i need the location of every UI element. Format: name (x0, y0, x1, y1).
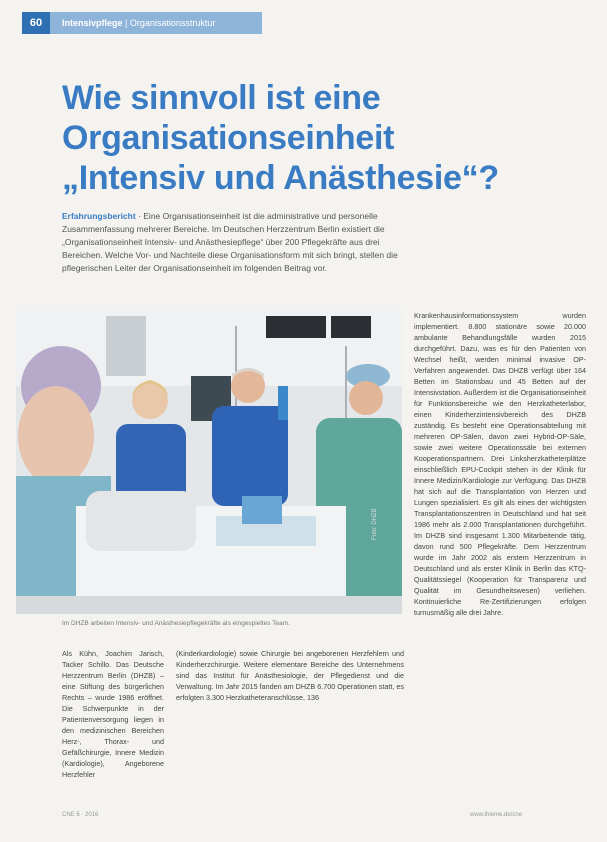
text-column-middle (176, 648, 404, 703)
column-right-text: Krankenhausinformationssystem wurden implementiert. 8.800 stationäre sowie 20.000 ambulante Behandlungsfälle wurden 2015 durchgeführt. Dazu, was es für den Patienten von Wechsel heißt, werden minimal invasive OP-Verfahren angewendet. Das DHZB verfügt über 164 Betten im Stationsbau und 45 Betten auf der Intensivstation. Außerdem ist die Organisationseinheit für Funktionsbereiche wie den Herzkatheterlabor, einen Kinderherzintensivbereich des DHZB zuständig. Es besteht eine Operationsabteilung mit mehreren OP-Sälen, davon zwei Hybrid-OP-Säle, sowie zwei weitere Operationssäle bei externen Kooperationspartnern. Drei Linksherzkatheterplätze einschließlich EPU-Cockpit stehen in der Klinik für Innere Medizin/Kardiologie zur Verfügung. Das DHZB hat sich auf die Transplantation von Herzen und Lungen spezialisiert. Es gilt als eines der wichtigsten Transplantationszentren in Deutschland und hat seit 1986 mehr als 2.000 Transplantationen durchgeführt. Im DHZB sind insgesamt 1.300 Mitarbeitende tätig, davon rund 500 Pflegekräfte. Dem Herzzentrum wurde im Jahr 2002 als erstem Herzzentrum in Deutschland und als erster Klinik in Berlin das KTQ-Qualitätssiegel (Kooperation für Transparenz und Qualität im Gesundheitswesen) verliehen. Kontinuierliche Re-Zertifizierungen erfolgen turnusmäßig alle drei Jahre. (414, 311, 586, 617)
lead-text: Eine Organisationseinheit ist die administrative und personelle Zusammenfassung mehrerer Bereiche. Im Deutschen Herzzentrum Berlin existiert die „Organisationseinheit Intensiv- und Anästhesiepflege“ über 200 Pflegekräfte aus drei Bereichen. Welche Vor- und Nachteile diese Organisationsform mit sich bringt, stellen die pflegerischen Leiter der Organisationseinheit im folgenden Beitrag vor. (62, 211, 398, 273)
lead-paragraph: Erfahrungsbericht · Eine Organisationseinheit ist die administrative und personelle Zusammenfassung mehrerer Bereiche. Im Deutschen Herzzentrum Berlin existiert die „Organisationseinheit Intensiv- und Anästhesiepflege“ über 200 Pflegekräfte aus drei Bereichen. Welche Vor- und Nachteile diese Organisationsform mit sich bringt, stellen die pflegerischen Leiter der Organisationseinheit im folgenden Beitrag vor. (62, 211, 398, 273)
text-column-right (414, 310, 586, 618)
section-name: Intensivpflege (62, 18, 123, 28)
photo-caption: Im DHZB arbeiten Intensiv- und Anästhesiepflegekräfte als eingespieltes Team. (62, 620, 290, 627)
title-line-3: „Intensiv und Anästhesie“? (62, 159, 499, 197)
icu-photo-illustration (16, 306, 402, 614)
column-left-text: Als Kühn, Joachim Jarisch, Tacker Schillo. Das Deutsche Herzzentrum Berlin (DHZB) – eine Stiftung des bürgerlichen Rechts – wurde 1986 eröffnet. Die Schwerpunkte in der Patientenversorgung liegen in den medizinischen Bereichen Herz-, Thorax- und Gefäßchirurgie, Innere Medizin (Kardiologie), Angeborene Herzfehler (62, 649, 164, 779)
title-line-1: Wie sinnvoll ist eine (62, 79, 381, 117)
subsection-name: Organisationsstruktur (129, 18, 216, 28)
header-bar (22, 12, 262, 34)
title-line-2: Organisationseinheit (62, 119, 395, 157)
article-photo (16, 306, 402, 614)
lead-label: Erfahrungsbericht (62, 211, 136, 221)
photo-credit: Foto: DHZB (372, 508, 378, 540)
text-column-left (62, 648, 164, 780)
page-number: 60 (22, 12, 50, 34)
footer-left: CNE 6 · 2016 (62, 812, 99, 818)
column-middle-text: (Kinderkardiologie) sowie Chirurgie bei angeborenen Herzfehlern und Kinderherzchirurgie. Weitere elementare Bereiche des Unternehmens sind das Institut für Anästhesiologie, der Pflegedienst und die Verwaltung. Im Jahr 2015 fanden am DHZB 6.700 Operationen statt, es erfolgten 3.300 Herzkatheteranschlüsse, 136 (176, 649, 404, 702)
footer-right: www.thieme.de/cne (470, 812, 523, 818)
section-label: Intensivpflege | Organisationsstruktur (62, 18, 216, 28)
article-title (62, 78, 582, 198)
